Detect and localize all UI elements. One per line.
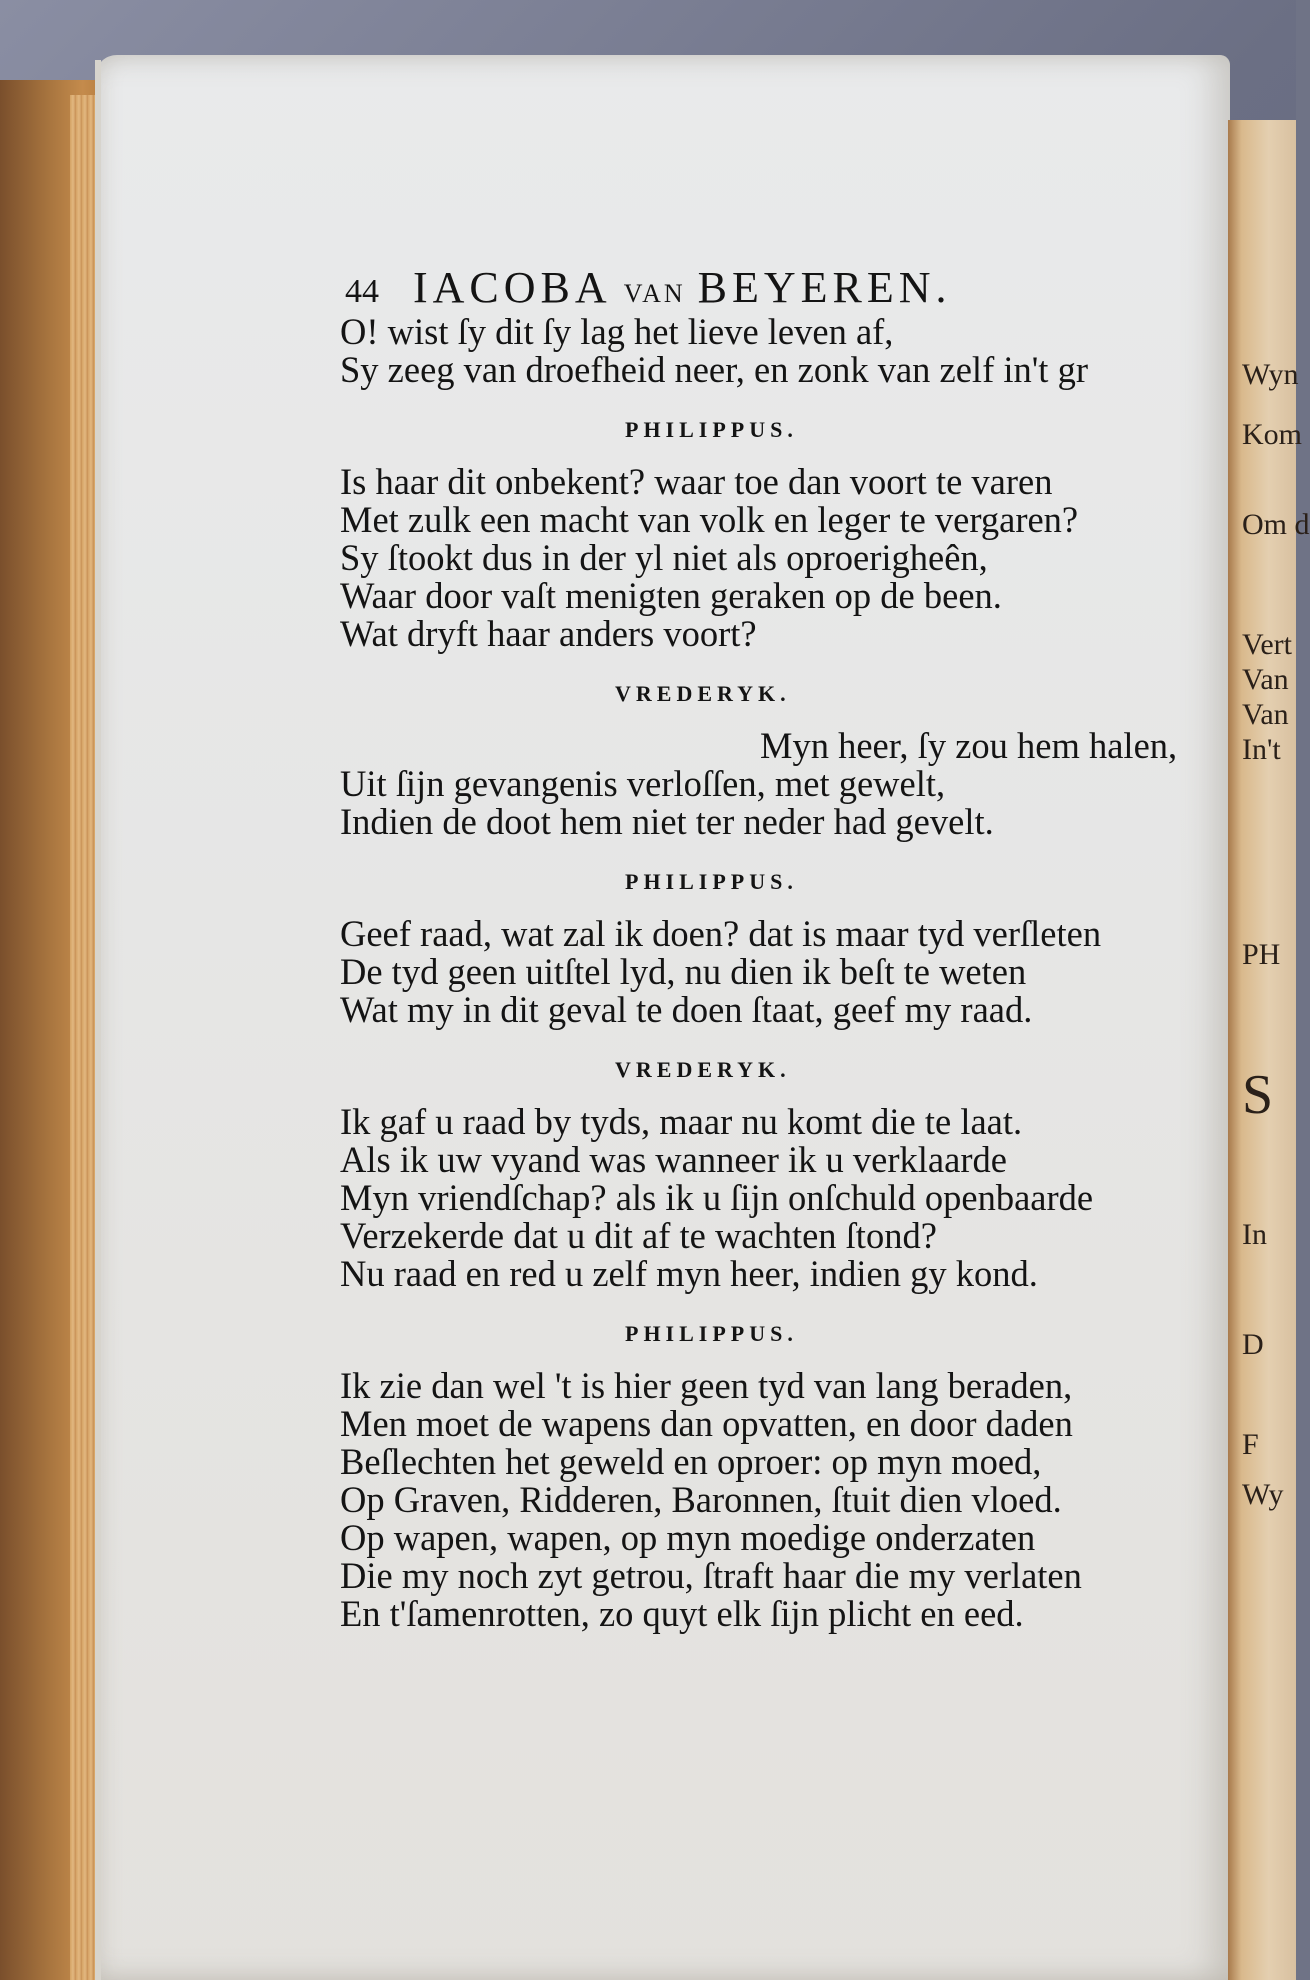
verse-block: [340, 727, 1245, 841]
verse-line: En t'ſamenrotten, zo quyt elk ſijn plicht en eed.: [340, 1593, 1024, 1634]
page-text: [340, 262, 1245, 1633]
verse-block: [340, 915, 1245, 1029]
facing-page-fragment: S: [1242, 1064, 1274, 1126]
verse-line: Is haar dit onbekent? waar toe dan voort te varen: [340, 461, 1053, 502]
speaker-name: VREDERYK.: [615, 1057, 791, 1082]
facing-page-fragment: Wy: [1242, 1478, 1284, 1511]
verse-line: Sy ſtookt dus in der yl niet als oproerigheên,: [340, 537, 988, 578]
facing-page-fragment: Van: [1242, 698, 1289, 731]
verse-line: Myn vriendſchap? als ik u ſijn onſchuld openbaarde: [340, 1177, 1094, 1218]
verse-line: Wat my in dit geval te doen ſtaat, geef my raad.: [340, 989, 1033, 1030]
running-title-name: IACOBA: [413, 263, 612, 312]
verse-line: Met zulk een macht van volk en leger te vergaren?: [340, 499, 1079, 540]
speaker-name: PHILIPPUS.: [625, 869, 798, 894]
page-number: 44: [345, 273, 379, 310]
facing-page-fragment: PH: [1242, 938, 1281, 971]
facing-page-fragment: In't: [1242, 733, 1281, 766]
speaker-name: PHILIPPUS.: [625, 417, 798, 442]
verse-line: De tyd geen uitſtel lyd, nu dien ik beſt te weten: [340, 951, 1027, 992]
verse-line: Ik gaf u raad by tyds, maar nu komt die te laat.: [340, 1101, 1023, 1142]
facing-page-fragment: D: [1242, 1328, 1264, 1361]
verse-line: Beſlechten het geweld en oproer: op myn moed,: [340, 1441, 1042, 1482]
verse-line: Die my noch zyt getrou, ſtraft haar die my verlaten: [340, 1555, 1082, 1596]
verse-line: Ik zie dan wel 't is hier geen tyd van lang beraden,: [340, 1365, 1073, 1406]
verse-line: Nu raad en red u zelf myn heer, indien gy kond.: [340, 1253, 1038, 1294]
play-text-body: [340, 313, 1245, 1633]
facing-page-fragment: F: [1242, 1428, 1259, 1461]
verse-line: Sy zeeg van droefheid neer, en zonk van zelf in't gr: [340, 349, 1088, 390]
verse-line: O! wist ſy dit ſy lag het lieve leven af,: [340, 311, 894, 352]
verse-line: Wat dryft haar anders voort?: [340, 613, 757, 654]
running-title-van: VAN: [623, 279, 686, 308]
facing-page-fragment: Van: [1242, 663, 1289, 696]
facing-page-fragment: Kom: [1242, 418, 1302, 451]
running-head: [345, 262, 1245, 313]
verse-line: Indien de doot hem niet ter neder had gevelt.: [340, 801, 994, 842]
speaker-name: VREDERYK.: [615, 681, 791, 706]
running-title-surname: BEYEREN.: [697, 263, 952, 312]
verse-line: Op wapen, wapen, op myn moedige onderzaten: [340, 1517, 1036, 1558]
facing-page-fragment: Vert: [1242, 628, 1292, 661]
page-deckle-edge: [95, 60, 101, 1980]
speaker-name: PHILIPPUS.: [625, 1321, 798, 1346]
facing-page-fragment: Om d: [1242, 508, 1310, 541]
verse-line: Waar door vaſt menigten geraken op de been.: [340, 575, 1002, 616]
verse-block: [340, 1103, 1245, 1293]
verse-line: Als ik uw vyand was wanneer ik u verklaarde: [340, 1139, 1007, 1180]
verse-block: [340, 1367, 1245, 1633]
verse-line: Op Graven, Ridderen, Baronnen, ſtuit dien vloed.: [340, 1479, 1062, 1520]
verse-line: Myn heer, ſy zou hem halen,: [760, 725, 1178, 766]
verse-line: Men moet de wapens dan opvatten, en door daden: [340, 1403, 1073, 1444]
facing-page-fragment: Wyn: [1242, 358, 1299, 391]
facing-page-fragment: In: [1242, 1218, 1267, 1251]
verse-line: Uit ſijn gevangenis verloſſen, met gewelt,: [340, 763, 946, 804]
verse-line: Geef raad, wat zal ik doen? dat is maar tyd verſleten: [340, 913, 1102, 954]
verse-line: Verzekerde dat u dit af te wachten ſtond?: [340, 1215, 937, 1256]
verse-block: [340, 313, 1245, 389]
verse-block: [340, 463, 1245, 653]
